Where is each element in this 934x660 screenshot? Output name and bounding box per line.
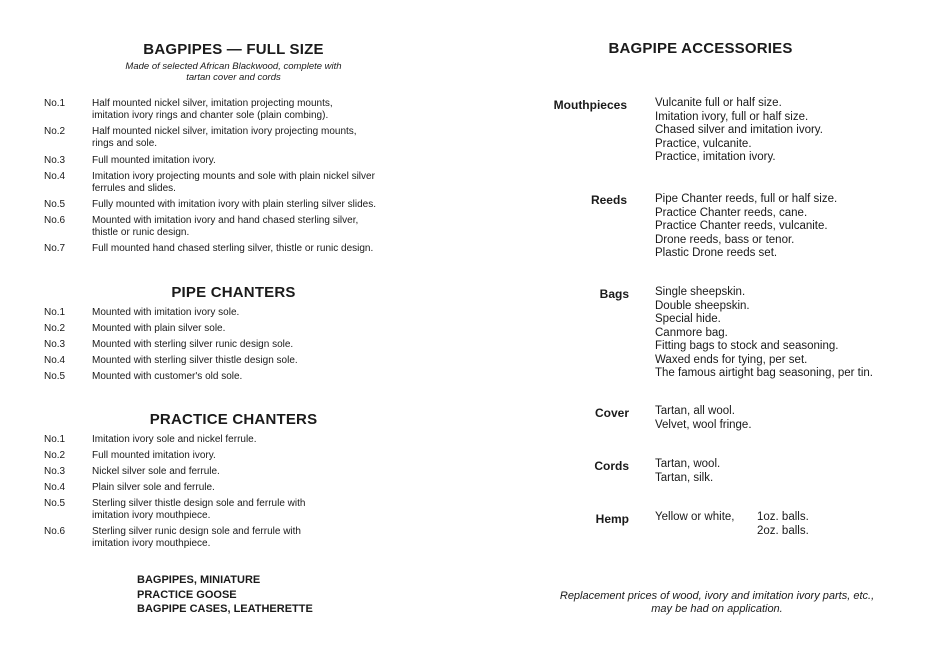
hemp-label: Hemp [595,512,629,526]
cords-list [655,458,720,485]
list-item: Tartan, wool. [655,458,721,470]
list-item: Chased silver and imitation ivory. [655,124,823,136]
list-item: Fitting bags to stock and seasoning. [655,340,839,352]
item-desc-line: imitation ivory mouthpiece. [92,510,211,521]
list-item: Vulcanite full or half size. [655,97,782,109]
item-number: No.3 [44,339,66,350]
list-item: 2oz. balls. [757,524,809,537]
item-desc-line: imitation ivory rings and chanter sole (plain combing). [92,110,329,121]
mouthpieces-list [655,97,823,165]
list-item: Double sheepskin. [655,299,750,312]
replacement-note [507,590,927,616]
extra-item-practice-goose: PRACTICE GOOSE [137,588,237,601]
full-size-subtitle-2: tartan cover and cords [186,72,281,83]
list-item: Waxed ends for tying, per set. [655,353,808,366]
full-size-title: BAGPIPES — FULL SIZE [143,41,324,58]
bags-label: Bags [599,287,629,301]
item-number: No.6 [44,215,66,226]
extra-item-miniature: BAGPIPES, MINIATURE [137,574,261,586]
mouthpieces-label: Mouthpieces [553,98,627,112]
full-size-subtitle-1: Made of selected African Blackwood, complete with [125,61,342,72]
accessories-title: BAGPIPE ACCESSORIES [608,40,793,57]
item-desc-line: imitation ivory mouthpiece. [92,538,211,549]
item-desc-line: Mounted with sterling silver runic design sole. [92,339,294,350]
cover-label: Cover [594,406,629,420]
item-desc-line: Sterling silver runic design sole and ferrule with [92,526,301,537]
hemp-sizes [757,511,809,538]
item-desc-line: Plain silver sole and ferrule. [92,482,215,493]
item-number: No.5 [44,498,66,509]
item-number: No.1 [44,307,66,318]
note-line-2: may be had on application. [651,603,783,615]
list-item: Pipe Chanter reeds, full or half size. [655,193,838,205]
item-desc-line: Mounted with sterling silver thistle design sole. [92,355,298,366]
item-desc-line: rings and sole. [92,138,158,149]
list-item: Practice, vulcanite. [655,137,752,150]
list-item: 1oz. balls. [757,511,809,523]
list-item: Practice, imitation ivory. [655,151,776,163]
item-desc-line: Mounted with plain silver sole. [92,323,226,334]
bags-list [655,286,873,381]
note-line-1: Replacement prices of wood, ivory and imitation ivory parts, etc., [559,590,875,602]
list-item: Plastic Drone reeds set. [655,247,778,259]
item-desc-line: Full mounted imitation ivory. [92,155,216,166]
cover-list [655,405,752,432]
item-desc-line: Half mounted nickel silver, imitation projecting mounts, [92,98,333,109]
item-number: No.6 [44,526,66,537]
list-item: Single sheepskin. [655,286,746,298]
item-number: No.4 [44,171,66,182]
item-desc-line: Mounted with imitation ivory and hand chased sterling silver, [92,215,359,226]
list-item: Canmore bag. [655,326,728,339]
practice-chanters-title: PRACTICE CHANTERS [149,411,318,428]
list-item: Imitation ivory, full or half size. [655,110,809,123]
item-desc-line: thistle or runic design. [92,227,190,238]
item-number: No.5 [44,199,66,210]
item-desc-line: Full mounted hand chased sterling silver, thistle or runic design. [92,243,374,254]
item-number: No.2 [44,126,66,137]
item-desc-line: Sterling silver thistle design sole and ferrule with [92,498,306,509]
list-item: The famous airtight bag seasoning, per tin. [655,367,873,379]
item-number: No.1 [44,434,66,445]
item-number: No.7 [44,243,66,254]
item-number: No.4 [44,482,66,493]
list-item: Tartan, silk. [655,471,714,484]
item-desc-line: Half mounted nickel silver, imitation ivory projecting mounts, [92,126,357,137]
cords-label: Cords [594,459,629,473]
item-desc-line: Imitation ivory projecting mounts and sole with plain nickel silver [92,171,375,182]
item-number: No.4 [44,355,66,366]
item-desc-line: Full mounted imitation ivory. [92,450,216,461]
list-item: Drone reeds, bass or tenor. [655,233,795,246]
item-number: No.5 [44,371,66,382]
hemp-colour: Yellow or white, [655,511,735,523]
list-item: Special hide. [655,313,721,325]
item-desc-line: Mounted with imitation ivory sole. [92,307,240,318]
item-number: No.3 [44,466,66,477]
list-item: Practice Chanter reeds, cane. [655,206,808,219]
extra-item-cases: BAGPIPE CASES, LEATHERETTE [137,603,313,615]
item-desc-line: ferrules and slides. [92,183,176,194]
list-item: Velvet, wool fringe. [655,418,752,431]
reeds-list [655,193,837,261]
list-item: Practice Chanter reeds, vulcanite. [655,220,828,232]
item-desc-line: Fully mounted with imitation ivory with plain sterling silver slides. [92,199,376,210]
reeds-label: Reeds [590,193,627,207]
item-desc-line: Nickel silver sole and ferrule. [92,466,220,477]
item-number: No.3 [44,155,66,166]
pipe-chanters-title: PIPE CHANTERS [171,284,296,301]
item-number: No.2 [44,450,66,461]
item-number: No.2 [44,323,66,334]
item-desc-line: Mounted with customer's old sole. [92,371,243,382]
list-item: Tartan, all wool. [655,405,735,417]
item-desc-line: Imitation ivory sole and nickel ferrule. [92,434,257,445]
item-number: No.1 [44,98,66,109]
extras-list [137,573,313,617]
